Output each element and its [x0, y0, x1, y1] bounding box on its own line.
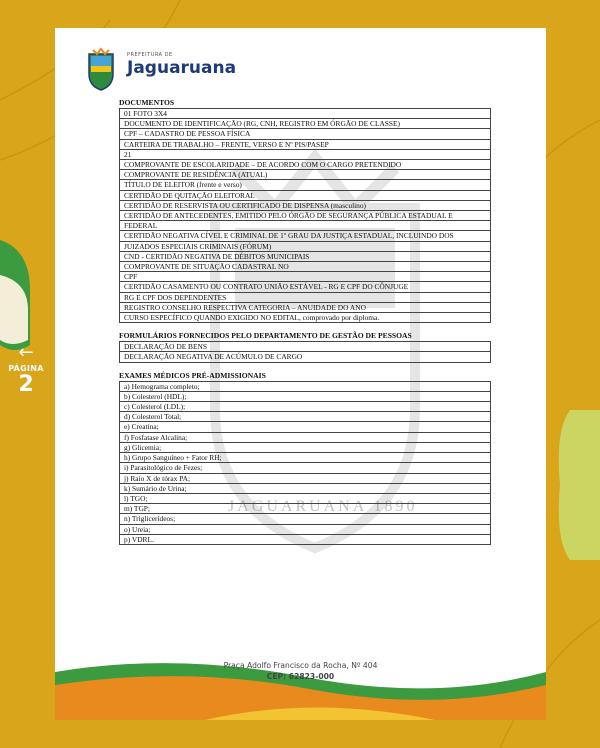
- logo-prefix: PREFEITURA DE: [127, 52, 173, 58]
- table-cell: CND - CERTIDÃO NEGATIVA DE DÉBITOS MUNICIPAIS: [120, 251, 491, 261]
- table-row: [120, 432, 491, 442]
- logo: [81, 46, 237, 96]
- table-row: [120, 313, 491, 323]
- table-cell: n) Triglicerídeos;: [120, 514, 491, 524]
- footer-cep: CEP: 62823-000: [266, 672, 335, 681]
- table-row: [120, 190, 491, 200]
- table-cell: e) Creatina;: [120, 422, 491, 432]
- table-cell: p) VDRL.: [120, 534, 491, 544]
- table-row: [120, 514, 491, 524]
- table-row: [120, 524, 491, 534]
- table-row: [120, 180, 491, 190]
- table-row: [120, 170, 491, 180]
- table-row: [120, 453, 491, 463]
- table-cell: TÍTULO DE ELEITOR (frente e verso): [120, 180, 491, 190]
- table-cell: CERTIDÃO DE QUITAÇÃO ELEITORAL: [120, 190, 491, 200]
- table-row: [120, 422, 491, 432]
- table-row: [120, 504, 491, 514]
- page-number: 2: [18, 372, 34, 397]
- table-cell: b) Colesterol (HDL);: [120, 391, 491, 401]
- table-row: [120, 160, 491, 170]
- watermark-text: JAGUARUANA 1890: [228, 498, 418, 515]
- table-row: [120, 119, 491, 129]
- table-row: [120, 391, 491, 401]
- table-cell: d) Colesterol Total;: [120, 412, 491, 422]
- table-cell: CERTIDÃO CASAMENTO OU CONTRATO UNIÃO ESTÁVEL - RG E CPF DO CÔNJUGE: [120, 282, 491, 292]
- table-row: [120, 412, 491, 422]
- table-row: [120, 241, 491, 251]
- table-cell: i) Parasitológico de Fezes;: [120, 463, 491, 473]
- page-indicator[interactable]: [0, 340, 52, 410]
- table-cell: CERTIDÃO NEGATIVA CÍVEL E CRIMINAL DE 1º GRAU DA JUSTIÇA ESTADUAL, INCLUINDO DOS: [120, 231, 491, 241]
- table-row: [120, 262, 491, 272]
- table-row: [120, 352, 491, 362]
- table-row: [120, 211, 491, 221]
- section-table: [119, 341, 491, 362]
- table-row: [120, 381, 491, 391]
- table-row: [120, 473, 491, 483]
- table-row: [120, 282, 491, 292]
- table-cell: j) Raio X de tórax PA;: [120, 473, 491, 483]
- logo-city: Jaguaruana: [127, 58, 237, 78]
- table-row: [120, 493, 491, 503]
- page-label: PÁGINA: [8, 364, 44, 373]
- table-cell: g) Glicemia;: [120, 442, 491, 452]
- table-row: [120, 292, 491, 302]
- table-cell: m) TGP;: [120, 504, 491, 514]
- table-cell: CPF – CADASTRO DE PESSOA FÍSICA: [120, 129, 491, 139]
- table-cell: CERTIDÃO DE RESERVISTA OU CERTIFICADO DE DISPENSA (masculino): [120, 200, 491, 210]
- table-cell: h) Grupo Sanguíneo + Fator RH;: [120, 453, 491, 463]
- table-cell: k) Sumário de Urina;: [120, 483, 491, 493]
- table-row: [120, 463, 491, 473]
- table-cell: DECLARAÇÃO DE BENS: [120, 342, 491, 352]
- table-row: [120, 221, 491, 231]
- table-cell: CARTEIRA DE TRABALHO – FRENTE, VERSO E Nº PIS/PASEP: [120, 139, 491, 149]
- table-cell: a) Hemograma completo;: [120, 381, 491, 391]
- table-row: [120, 149, 491, 159]
- table-cell: 01 FOTO 3X4: [120, 109, 491, 119]
- table-row: [120, 139, 491, 149]
- section-table: [119, 381, 491, 545]
- section-title: FORMULÁRIOS FORNECIDOS PELO DEPARTAMENTO DE GESTÃO DE PESSOAS: [119, 331, 412, 341]
- document-page: [55, 28, 546, 720]
- table-row: [120, 302, 491, 312]
- table-row: [120, 200, 491, 210]
- table-cell: COMPROVANTE DE SITUAÇÃO CADASTRAL NO: [120, 262, 491, 272]
- requirements-list: [119, 98, 491, 545]
- table-row: [120, 342, 491, 352]
- footer-address: Praça Adolfo Francisco da Rocha, Nº 404: [223, 661, 378, 670]
- table-cell: REGISTRO CONSELHO RESPECTIVA CATEGORIA – ANUIDADE DO ANO: [120, 302, 491, 312]
- section-title: EXAMES MÉDICOS PRÉ-ADMISSIONAIS: [119, 370, 266, 380]
- coat-of-arms-icon: [81, 46, 121, 92]
- table-row: [120, 483, 491, 493]
- table-row: [120, 251, 491, 261]
- table-cell: 21: [120, 149, 491, 159]
- table-row: [120, 109, 491, 119]
- table-cell: RG E CPF DOS DEPENDENTES: [120, 292, 491, 302]
- table-cell: JUIZADOS ESPECIAIS CRIMINAIS (FÓRUM): [120, 241, 491, 251]
- table-cell: f) Fosfatase Alcalina;: [120, 432, 491, 442]
- table-cell: CURSO ESPECÍFICO QUANDO EXIGIDO NO EDITAL, comprovado por diploma.: [120, 313, 491, 323]
- table-cell: COMPROVANTE DE ESCOLARIDADE – DE ACORDO COM O CARGO PRETENDIDO: [120, 160, 491, 170]
- table-cell: DECLARAÇÃO NEGATIVA DE ACÚMULO DE CARGO: [120, 352, 491, 362]
- table-cell: c) Colesterol (LDL);: [120, 402, 491, 412]
- table-row: [120, 129, 491, 139]
- footer: [55, 660, 546, 682]
- table-cell: COMPROVANTE DE RESIDÊNCIA (ATUAL): [120, 170, 491, 180]
- table-row: [120, 534, 491, 544]
- table-row: [120, 231, 491, 241]
- table-cell: l) TGO;: [120, 493, 491, 503]
- section-title: DOCUMENTOS: [119, 98, 175, 107]
- table-row: [120, 442, 491, 452]
- arrow-left-icon: ←: [18, 342, 34, 363]
- table-row: [120, 272, 491, 282]
- table-cell: CERTIDÃO DE ANTECEDENTES, EMITIDO PELO ÓRGÃO DE SEGURANÇA PÚBLICA ESTADUAL E: [120, 211, 491, 221]
- table-cell: DOCUMENTO DE IDENTIFICAÇÃO (RG, CNH, REGISTRO EM ÓRGÃO DE CLASSE): [120, 119, 491, 129]
- table-cell: CPF: [120, 272, 491, 282]
- table-cell: o) Ureia;: [120, 524, 491, 534]
- table-row: [120, 402, 491, 412]
- section-table: [119, 108, 491, 323]
- table-cell: FEDERAL: [120, 221, 491, 231]
